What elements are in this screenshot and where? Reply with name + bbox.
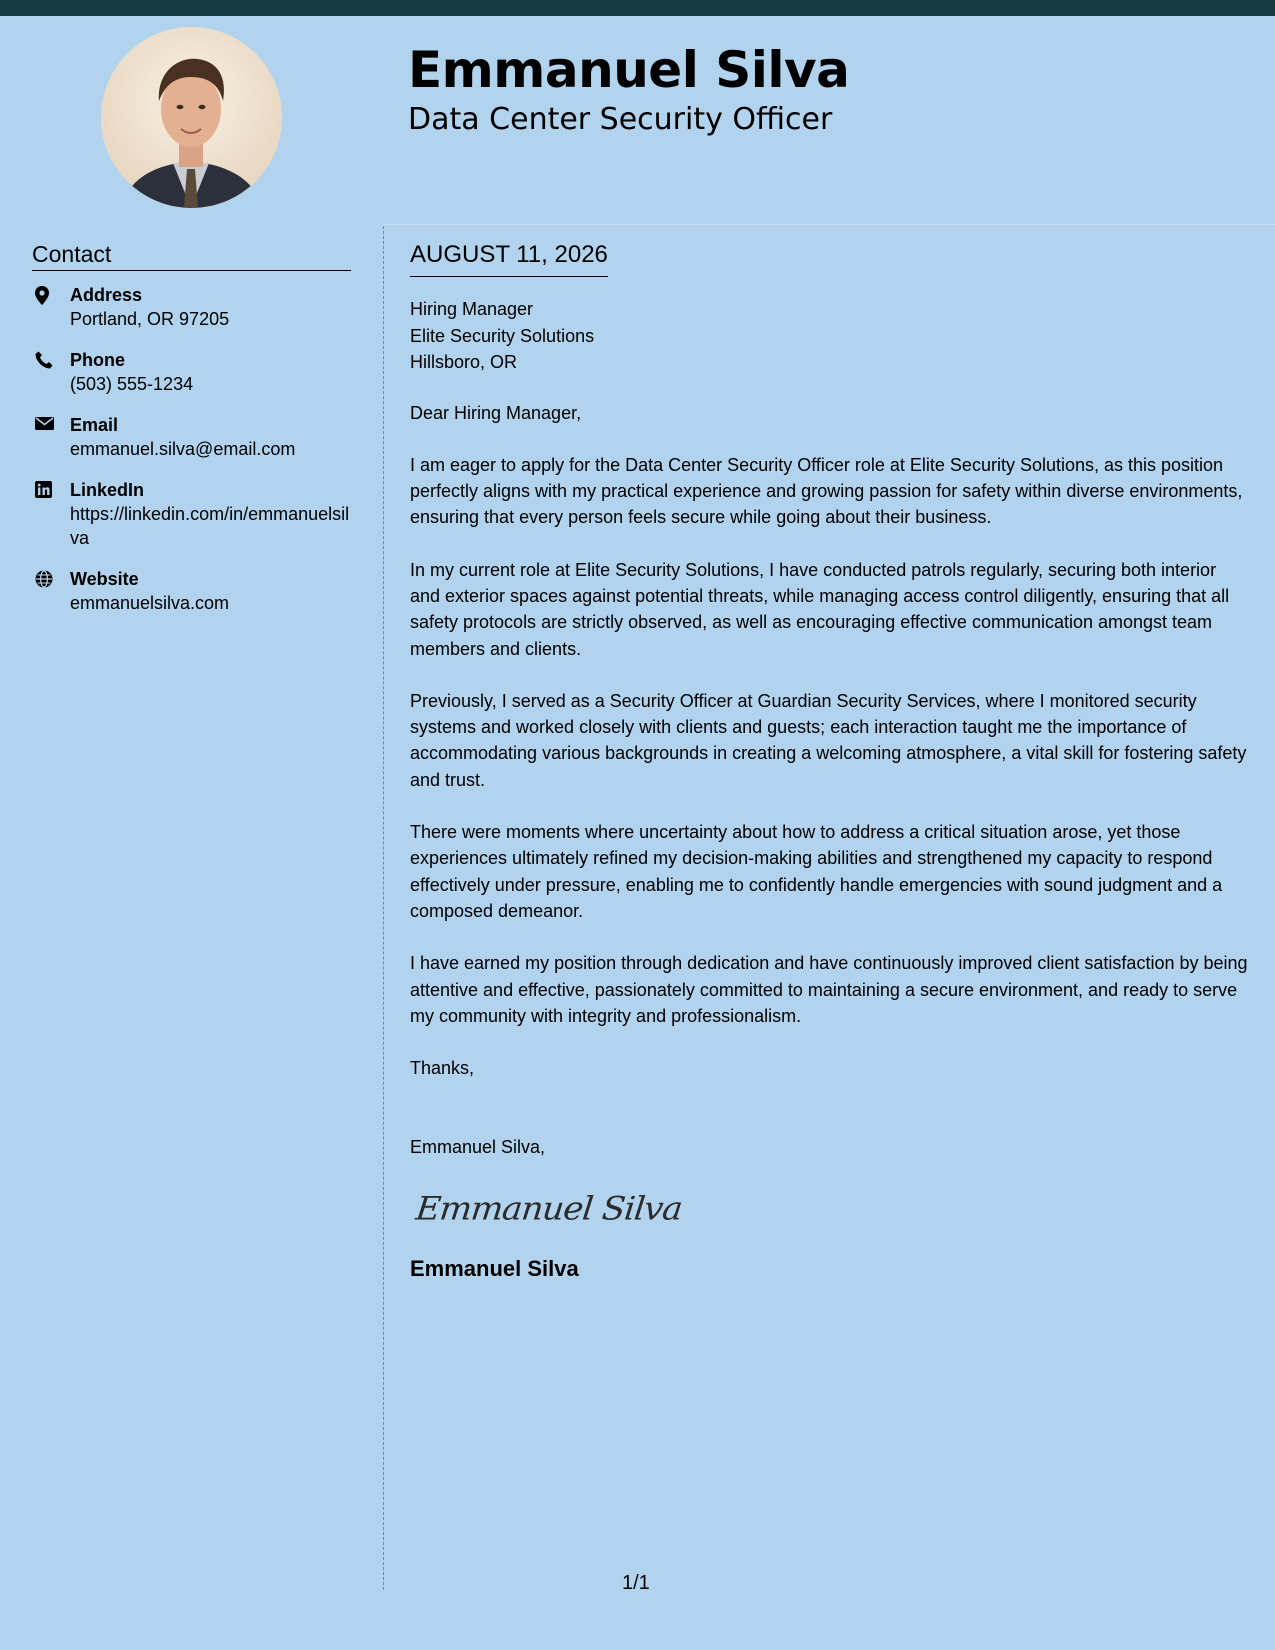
applicant-name: Emmanuel Silva [408, 41, 850, 99]
contact-label: Address [70, 285, 143, 305]
body-paragraph: There were moments where uncertainty about how to address a critical situation arose, yet those experiences ultimately refined my decision-making abilities and strengthened my capacity to respond effectively under pressure, enabling me to confidently handle emergencies with sound judgment and a composed demeanor. [410, 822, 1223, 921]
contact-label: LinkedIn [70, 480, 145, 500]
phone-icon [32, 348, 70, 396]
recipient-company: Elite Security Solutions [410, 325, 595, 346]
letter-date: AUGUST 11, 2026 [410, 240, 608, 277]
recipient-name: Hiring Manager [410, 299, 534, 319]
letter-body [410, 240, 1250, 1283]
contact-label: Email [70, 415, 119, 435]
contact-value: emmanuel.silva@email.com [70, 439, 296, 459]
location-pin-icon [32, 283, 70, 331]
contact-item-website [32, 567, 351, 615]
contact-item-phone [32, 348, 351, 396]
body-paragraph: I am eager to apply for the Data Center Security Officer role at Elite Security Solutions, as this position perfectly aligns with my practical experience and growing passion for safety within diverse environments, ensuring that every person feels secure while going about their business. [410, 454, 1243, 528]
linkedin-url[interactable]: https://linkedin.com/in/emmanuelsilva [70, 504, 350, 548]
recipient-location: Hillsboro, OR [410, 352, 518, 372]
handwritten-signature: Emmanuel Silva [413, 1189, 684, 1228]
salutation: Dear Hiring Manager, [410, 402, 582, 423]
globe-icon [32, 567, 70, 615]
job-title: Data Center Security Officer [408, 102, 833, 137]
body-paragraph: I have earned my position through dedication and have continuously improved client satisfaction by being attentive and effective, passionately committed to maintaining a secure environment, and ready to serve my community with integrity and professionalism. [410, 953, 1248, 1026]
page-number: 1/1 [622, 1572, 650, 1594]
contact-sidebar [32, 240, 351, 632]
header-divider [383, 224, 1275, 225]
contact-heading: Contact [32, 240, 351, 271]
closing: Thanks, [410, 1058, 475, 1079]
contact-item-email [32, 413, 351, 461]
contact-label: Website [70, 569, 139, 589]
signoff-name: Emmanuel Silva, [410, 1137, 546, 1158]
contact-value: Portland, OR 97205 [70, 309, 230, 329]
body-paragraph: Previously, I served as a Security Officer at Guardian Security Services, where I monitored security systems and worked closely with clients and guests; each interaction taught me the importance of accommodating various backgrounds in creating a welcoming atmosphere, a vital skill for fostering safety and trust. [410, 690, 1247, 790]
contact-value: (503) 555-1234 [70, 374, 194, 394]
body-paragraph: In my current role at Elite Security Solutions, I have conducted patrols regularly, securing both interior and exterior spaces against potential threats, while managing access control diligently, ensuring that all safety protocols are strictly observed, as well as encouraging effective communication amongst team members and clients. [410, 559, 1230, 659]
recipient-block [410, 296, 1250, 376]
envelope-icon [32, 413, 70, 461]
column-divider [383, 226, 384, 1590]
contact-label: Phone [70, 350, 126, 370]
linkedin-icon [32, 478, 70, 550]
contact-item-address [32, 283, 351, 331]
contact-item-linkedin [32, 478, 351, 550]
website-url[interactable]: emmanuelsilva.com [70, 593, 230, 613]
profile-photo [101, 27, 282, 208]
typed-name: Emmanuel Silva [410, 1255, 579, 1281]
top-accent-bar [0, 0, 1275, 16]
